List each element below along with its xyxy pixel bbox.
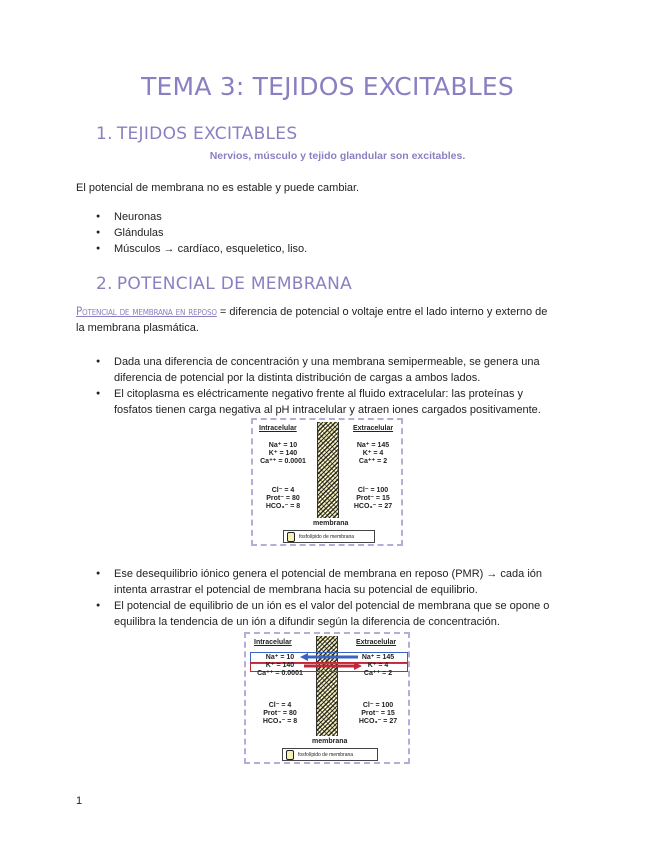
ion-value: Na⁺ = 145 bbox=[356, 442, 390, 449]
ion-value: Cl⁻ = 100 bbox=[357, 487, 389, 494]
section-2-title: POTENCIAL DE MEMBRANA bbox=[116, 274, 353, 294]
ion-value: K⁺ = 4 bbox=[367, 662, 389, 669]
extracellular-cations bbox=[350, 654, 406, 678]
extracellular-cations bbox=[347, 442, 399, 466]
intracellular-anions bbox=[252, 702, 308, 726]
extracellular-anions bbox=[347, 487, 399, 511]
ion-value: HCO₃⁻ = 27 bbox=[358, 718, 398, 725]
ion-value: HCO₃⁻ = 8 bbox=[265, 503, 301, 510]
section-1-heading bbox=[96, 124, 297, 144]
list-item: ● Dada una diferencia de concentración y una membrana semipermeable, se genera una diferencia de potencial por la distinta distribución de cargas a ambos lados. bbox=[96, 354, 556, 386]
legend-label: fosfolípido de membrana bbox=[299, 533, 355, 540]
section-1-number: 1. bbox=[96, 124, 113, 144]
equilibrium-figure bbox=[244, 632, 410, 764]
membrane-bullets-b bbox=[96, 566, 556, 630]
intracellular-title: Intracelular bbox=[254, 639, 292, 646]
definition-text: = diferencia de potencial o voltaje entre el lado interno y externo de la membrana plasmática. bbox=[76, 306, 548, 334]
intracellular-cations bbox=[252, 654, 308, 678]
ion-value: Na⁺ = 10 bbox=[265, 654, 295, 661]
ion-value: K⁺ = 4 bbox=[362, 450, 384, 457]
list-item: ● El potencial de equilibrio de un ión es el valor del potencial de membrana que se opone o equilibra la tendencia de un ión a difundir según la diferencia de concentración. bbox=[96, 598, 556, 630]
ion-value: HCO₃⁻ = 8 bbox=[262, 718, 298, 725]
intracellular-cations bbox=[257, 442, 309, 466]
section-2-heading bbox=[96, 274, 352, 294]
ion-value: Cl⁻ = 4 bbox=[268, 702, 292, 709]
list-item: ● Neuronas bbox=[96, 209, 556, 225]
membrane-label: membrana bbox=[313, 520, 349, 527]
definition-term: Potencial de membrana en reposo bbox=[76, 304, 217, 318]
extracellular-anions bbox=[350, 702, 406, 726]
extracellular-title: Extracelular bbox=[356, 639, 397, 646]
ion-value: Prot⁻ = 80 bbox=[266, 495, 300, 502]
tissue-list bbox=[96, 209, 556, 257]
phospholipid-icon bbox=[286, 750, 294, 760]
list-item: ● Músculos → cardíaco, esqueletico, liso. bbox=[96, 241, 556, 257]
intracellular-title: Intracelular bbox=[259, 425, 297, 432]
ion-value: Ca⁺⁺ = 2 bbox=[363, 670, 393, 677]
extracellular-title: Extracelular bbox=[353, 425, 394, 432]
ion-value: Ca⁺⁺ = 0.0001 bbox=[257, 670, 303, 677]
definition-paragraph bbox=[76, 303, 556, 336]
legend-label: fosfolípido de membrana bbox=[298, 751, 354, 758]
ion-value: Cl⁻ = 4 bbox=[271, 487, 295, 494]
ion-value: Na⁺ = 145 bbox=[361, 654, 395, 661]
legend bbox=[283, 530, 375, 543]
intracellular-anions bbox=[257, 487, 309, 511]
ion-value: Prot⁻ = 15 bbox=[361, 710, 395, 717]
ion-value: Na⁺ = 10 bbox=[268, 442, 298, 449]
section-1-title: TEJIDOS EXCITABLES bbox=[116, 124, 298, 144]
membrane-bullets-a bbox=[96, 354, 556, 418]
ion-value: Cl⁻ = 100 bbox=[362, 702, 394, 709]
legend bbox=[282, 748, 378, 761]
list-item: ● Ese desequilibrio iónico genera el potencial de membrana en reposo (PMR) → cada ión intenta arrastrar el potencial de membrana hacia su potencial de equilibrio. bbox=[96, 566, 556, 598]
list-item: ● Glándulas bbox=[96, 225, 556, 241]
ion-value: Ca⁺⁺ = 2 bbox=[358, 458, 388, 465]
section-2-number: 2. bbox=[96, 274, 113, 294]
ion-value: Prot⁻ = 15 bbox=[356, 495, 390, 502]
ion-distribution-figure bbox=[251, 418, 403, 546]
ion-value: K⁺ = 140 bbox=[265, 662, 295, 669]
membrane-label: membrana bbox=[312, 738, 348, 745]
membrane-graphic bbox=[317, 422, 339, 518]
list-item: ● El citoplasma es eléctricamente negativo frente al fluido extracelular: las proteínas y fosfatos tienen carga negativa al pH intracelular y atraen iones cargados positivamente. bbox=[96, 386, 556, 418]
phospholipid-icon bbox=[287, 532, 295, 542]
page-number: 1 bbox=[76, 795, 83, 807]
ion-value: Prot⁻ = 80 bbox=[263, 710, 297, 717]
intro-paragraph: El potencial de membrana no es estable y puede cambiar. bbox=[76, 182, 360, 194]
ion-value: K⁺ = 140 bbox=[268, 450, 298, 457]
membrane-graphic bbox=[316, 636, 338, 736]
section-1-subtitle: Nervios, músculo y tejido glandular son excitables. bbox=[209, 150, 466, 162]
ion-value: HCO₃⁻ = 27 bbox=[353, 503, 393, 510]
ion-value: Ca⁺⁺ = 0.0001 bbox=[260, 458, 306, 465]
page-title: TEMA 3: TEJIDOS EXCITABLES bbox=[141, 72, 514, 101]
